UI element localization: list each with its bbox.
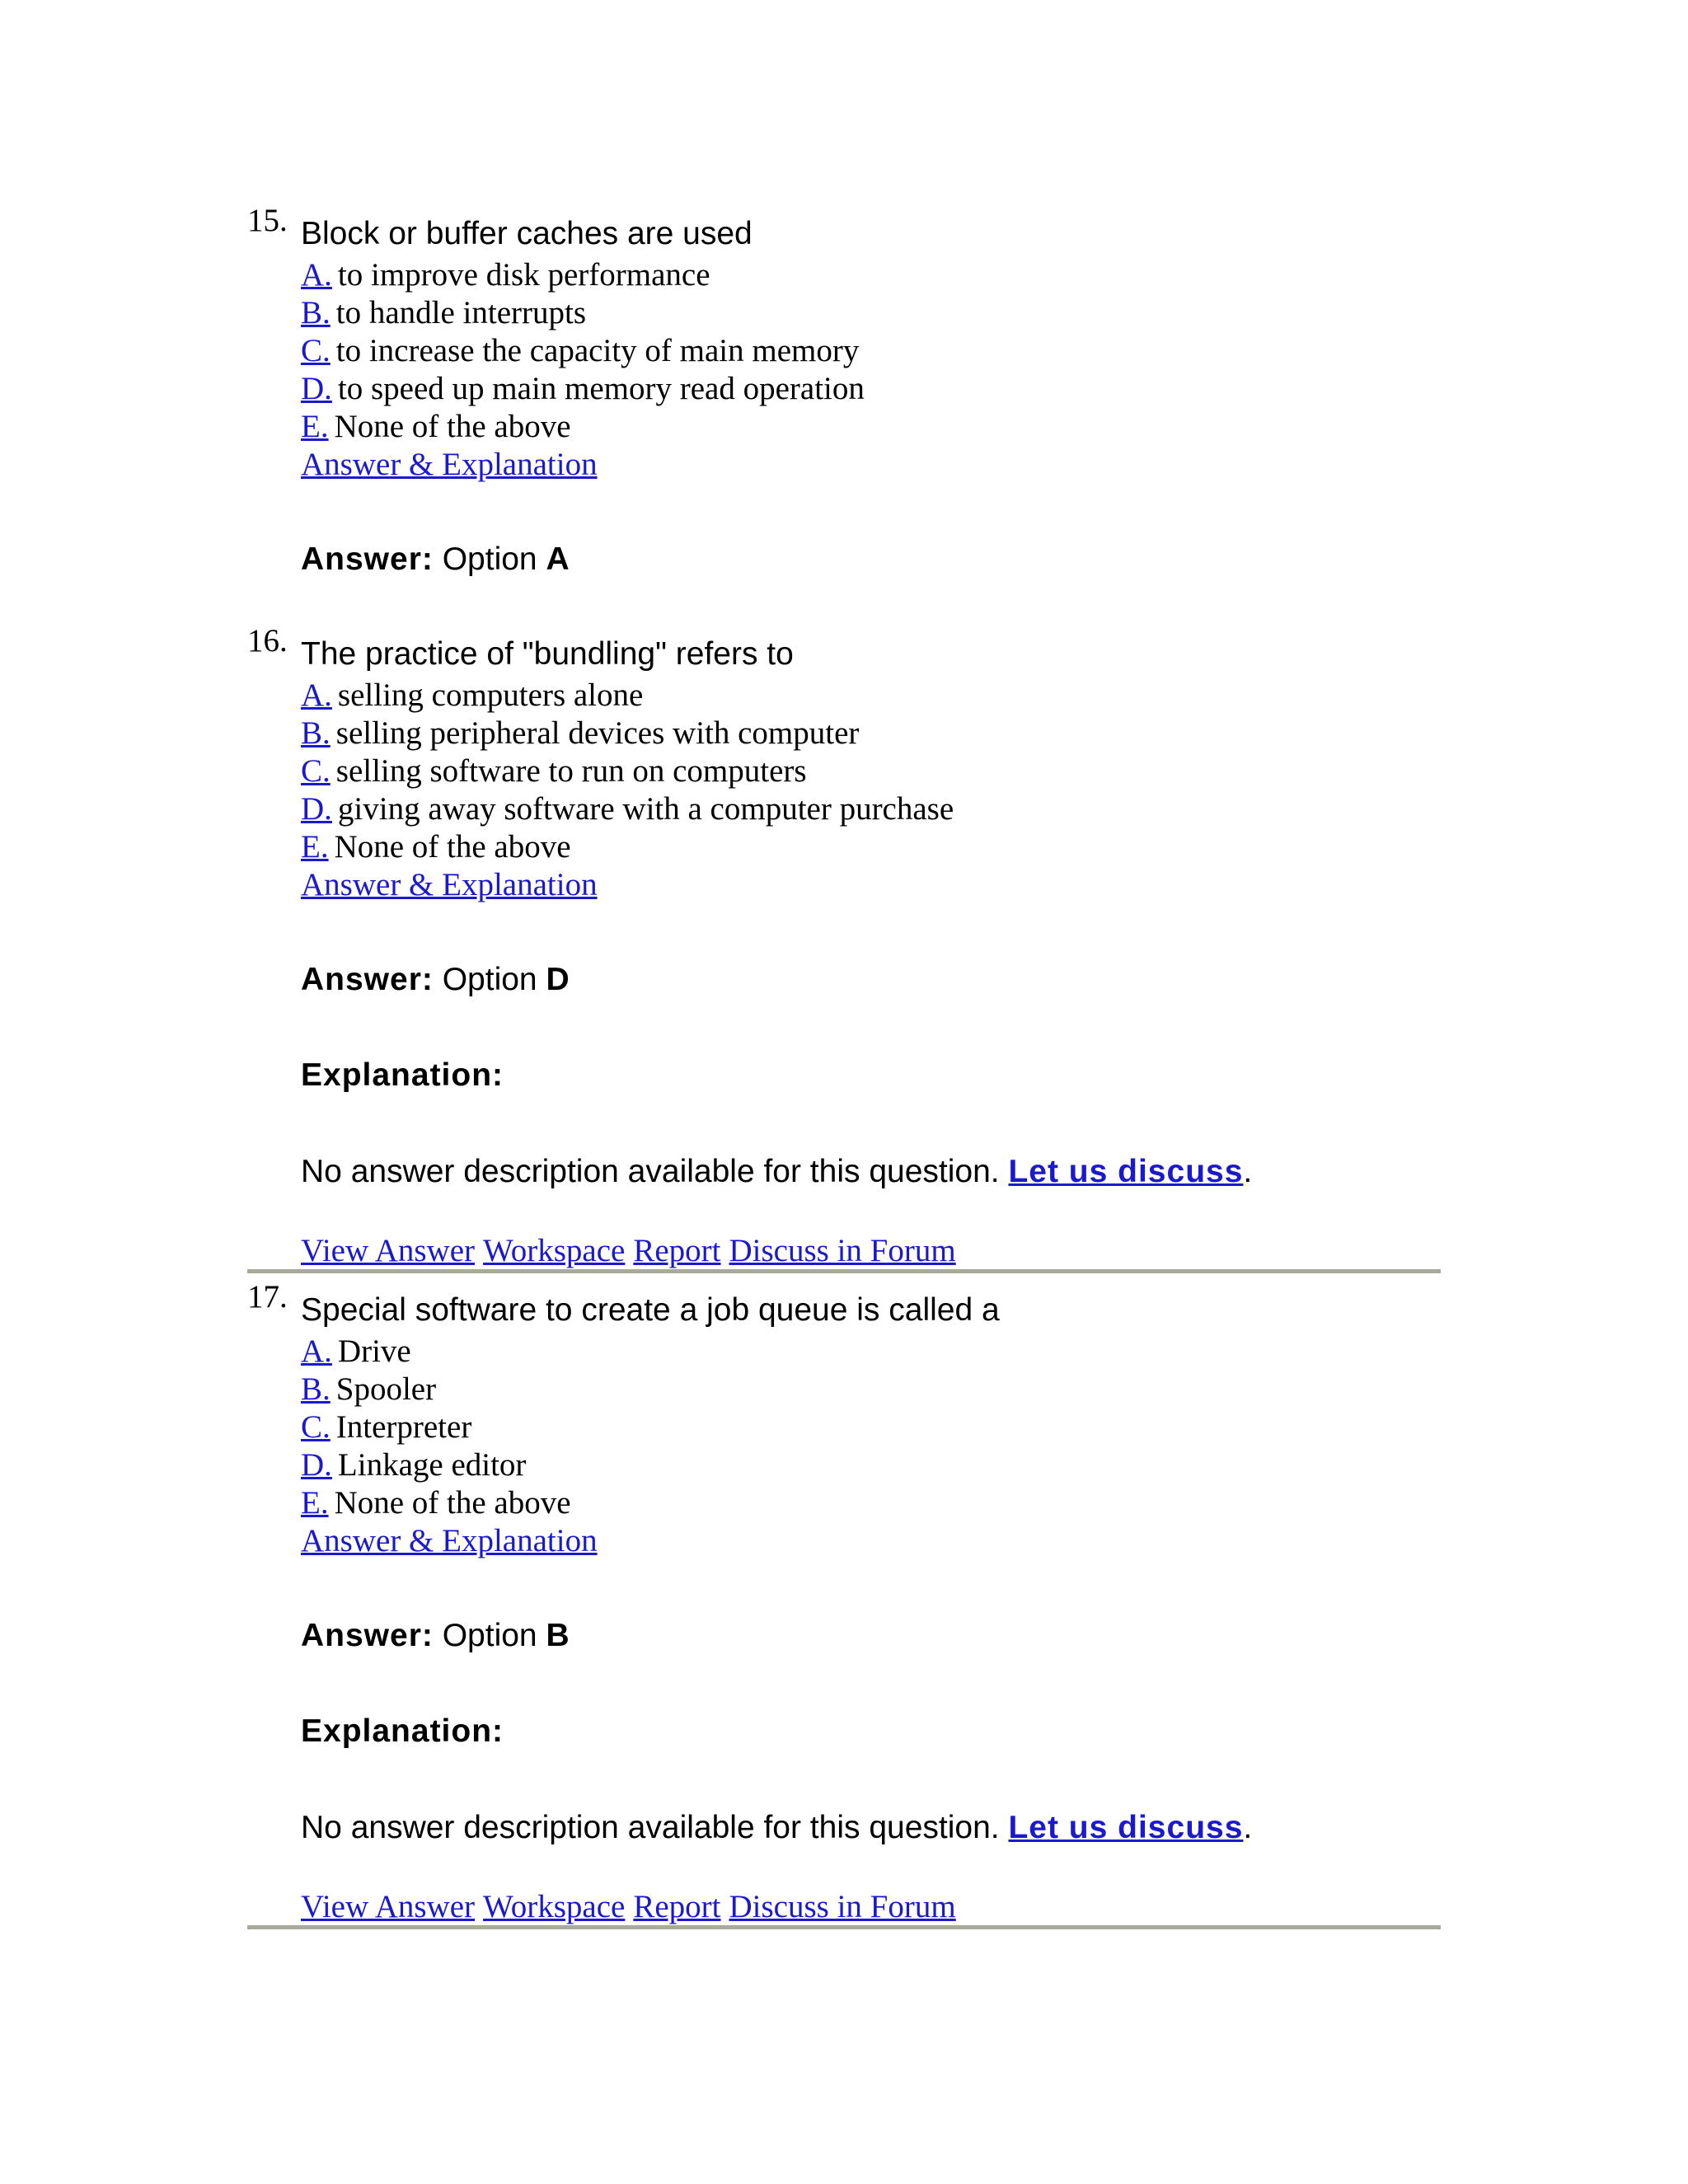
option-letter-link[interactable]: D. [301,371,332,406]
option-c [301,332,859,369]
workspace-link[interactable]: Workspace [483,1233,626,1268]
option-b [301,1371,436,1408]
option-text: selling peripheral devices with computer [335,715,860,751]
option-letter-link[interactable]: E. [301,829,329,865]
option-text: to improve disk performance [337,257,710,293]
option-letter-link[interactable]: A. [301,257,332,293]
option-text: giving away software with a computer purchase [337,791,954,827]
option-letter-link[interactable]: E. [301,1485,329,1521]
question-text: Special software to create a job queue is called a [301,1292,1000,1328]
option-letter-link[interactable]: B. [301,295,331,330]
answer-letter: B [546,1618,570,1653]
action-links [301,1232,964,1269]
option-c [301,752,807,790]
question-number: 17. [247,1279,288,1315]
description-text: No answer description available for this question. [301,1154,1000,1189]
answer-explanation-link[interactable]: Answer & Explanation [301,1523,598,1558]
answer-explanation-link[interactable]: Answer & Explanation [301,867,598,902]
option-letter-link[interactable]: A. [301,677,332,713]
question-text: The practice of "bundling" refers to [301,636,794,672]
option-letter-link[interactable]: C. [301,1409,331,1445]
option-text: to handle interrupts [335,295,587,330]
view-answer-link[interactable]: View Answer [301,1233,476,1268]
option-text: Linkage editor [337,1447,527,1483]
option-text: None of the above [334,409,571,444]
option-e [301,828,571,865]
question-number: 15. [247,203,288,238]
option-text: to speed up main memory read operation [337,371,865,406]
let-us-discuss-link[interactable]: Let us discuss [1008,1810,1244,1845]
option-b [301,715,859,752]
let-us-discuss-link[interactable]: Let us discuss [1008,1154,1244,1189]
option-a [301,256,710,293]
explanation-label: Explanation: [301,1713,504,1749]
option-text: None of the above [334,1485,571,1521]
option-letter-link[interactable]: B. [301,715,331,751]
option-letter-link[interactable]: E. [301,409,329,444]
answer-prefix: Option [442,962,537,997]
option-text: to increase the capacity of main memory [335,333,860,368]
answer-line [301,541,570,578]
answer-explanation-link[interactable]: Answer & Explanation [301,447,598,482]
option-a [301,677,643,714]
option-d [301,790,954,827]
option-letter-link[interactable]: C. [301,333,331,368]
explanation-label: Explanation: [301,1057,504,1093]
option-e [301,1484,571,1521]
report-link[interactable]: Report [633,1233,721,1268]
option-d [301,1446,526,1483]
option-text: selling computers alone [337,677,644,713]
answer-letter: A [546,541,570,577]
discuss-in-forum-link[interactable]: Discuss in Forum [729,1233,956,1268]
workspace-link[interactable]: Workspace [483,1889,626,1924]
answer-prefix: Option [442,541,537,577]
option-text: Interpreter [335,1409,472,1445]
question-number: 16. [247,623,288,658]
question-text: Block or buffer caches are used [301,216,753,251]
answer-line [301,962,570,998]
answer-label: Answer: [301,541,434,577]
option-letter-link[interactable]: A. [301,1333,332,1369]
option-letter-link[interactable]: D. [301,791,332,827]
explanation-description [301,1154,1252,1190]
report-link[interactable]: Report [633,1889,721,1924]
option-text: selling software to run on computers [335,753,807,789]
description-text: No answer description available for this question. [301,1810,1000,1845]
option-letter-link[interactable]: B. [301,1371,331,1407]
answer-label: Answer: [301,962,434,997]
answer-prefix: Option [442,1618,537,1653]
option-c [301,1408,471,1446]
option-letter-link[interactable]: D. [301,1447,332,1483]
question-divider [247,1269,1441,1273]
option-b [301,294,586,331]
option-e [301,408,571,445]
explanation-description [301,1810,1252,1846]
answer-label: Answer: [301,1618,434,1653]
discuss-in-forum-link[interactable]: Discuss in Forum [729,1889,956,1924]
answer-line [301,1618,570,1654]
description-end: . [1243,1810,1253,1845]
option-text: Drive [337,1333,411,1369]
description-end: . [1243,1154,1253,1189]
option-a [301,1333,411,1370]
view-answer-link[interactable]: View Answer [301,1889,476,1924]
option-d [301,370,865,407]
answer-letter: D [546,962,570,997]
option-text: None of the above [334,829,571,865]
action-links [301,1888,964,1925]
question-divider [247,1925,1441,1929]
option-text: Spooler [335,1371,437,1407]
option-letter-link[interactable]: C. [301,753,331,789]
